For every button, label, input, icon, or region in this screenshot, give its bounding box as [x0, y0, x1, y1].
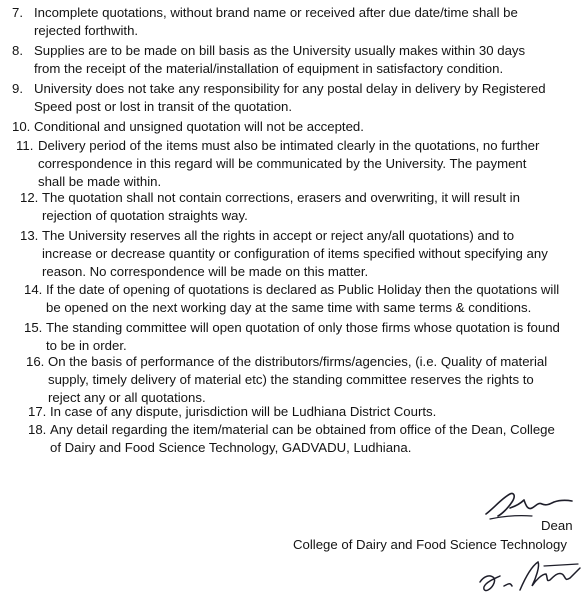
signatory-title: Dean — [541, 518, 573, 533]
clause-text: The standing committee will open quotation of only those firms whose quotation is found — [46, 320, 560, 335]
clause-text: Speed post or lost in transit of the quotation. — [34, 99, 293, 114]
clause-text: rejected forthwith. — [34, 23, 139, 38]
clause-text: Any detail regarding the item/material can be obtained from office of the Dean, College — [50, 422, 555, 437]
clause-9 — [12, 80, 546, 116]
clause-text: increase or decrease quantity or configuration of items specified without specifying any — [42, 246, 548, 261]
clause-number: 17. — [28, 404, 47, 419]
clause-text: The quotation shall not contain corrections, erasers and overwriting, it will result in — [42, 190, 520, 205]
clause-16 — [26, 353, 547, 407]
clause-text: to be in order. — [46, 338, 127, 353]
clause-8 — [12, 42, 525, 78]
clause-text: reject any or all quotations. — [48, 390, 206, 405]
clause-11 — [16, 137, 539, 191]
clause-text: University does not take any responsibility for any postal delay in delivery by Registered — [34, 81, 546, 96]
clause-text: reason. No correspondence will be made on this matter. — [42, 264, 369, 279]
clause-text: Supplies are to be made on bill basis as the University usually makes within 30 days — [34, 43, 526, 58]
clause-text: If the date of opening of quotations is declared as Public Holiday then the quotations will — [46, 282, 560, 297]
clause-number: 11. — [16, 138, 34, 153]
clause-15 — [24, 319, 560, 355]
clause-text: rejection of quotation straights way. — [42, 208, 248, 223]
initials-signature — [474, 556, 584, 598]
clause-number: 18. — [28, 422, 47, 437]
clause-text: Delivery period of the items must also be intimated clearly in the quotations, no further — [38, 138, 540, 153]
clause-number: 15. — [24, 320, 43, 335]
clause-text: Conditional and unsigned quotation will not be accepted. — [34, 119, 364, 134]
clause-17 — [28, 403, 436, 421]
clause-number: 10. — [12, 119, 31, 134]
clause-text: shall be made within. — [38, 174, 162, 189]
clause-number: 12. — [20, 190, 39, 205]
clause-text: supply, timely delivery of material etc) the standing committee reserves the rights to — [48, 372, 534, 387]
clause-number: 9. — [12, 81, 23, 96]
clause-10 — [12, 118, 364, 136]
clause-text: be opened on the next working day at the same time with same terms & conditions. — [46, 300, 532, 315]
clause-text: The University reserves all the rights in accept or reject any/all quotations) and to — [42, 228, 515, 243]
clause-13 — [20, 227, 548, 281]
clause-number: 14. — [24, 282, 43, 297]
clause-text: correspondence in this regard will be communicated by the University. The payment — [38, 156, 527, 171]
clause-text: from the receipt of the material/installation of equipment in satisfactory condition. — [34, 61, 504, 76]
clause-number: 7. — [12, 5, 23, 20]
clause-text: of Dairy and Food Science Technology, GADVADU, Ludhiana. — [50, 440, 412, 455]
signatory-college: College of Dairy and Food Science Technology — [293, 537, 567, 552]
clause-number: 13. — [20, 228, 39, 243]
clause-text: On the basis of performance of the distributors/firms/agencies, (i.e. Quality of material — [48, 354, 548, 369]
clause-18 — [28, 421, 555, 457]
clause-7 — [12, 4, 582, 40]
clause-14 — [24, 281, 559, 317]
clause-text: In case of any dispute, jurisdiction will be Ludhiana District Courts. — [50, 404, 437, 419]
clause-text: Incomplete quotations, without brand name or received after due date/time shall be — [34, 5, 518, 20]
clause-number: 16. — [26, 354, 45, 369]
clause-number: 8. — [12, 43, 23, 58]
clause-12 — [20, 189, 520, 225]
